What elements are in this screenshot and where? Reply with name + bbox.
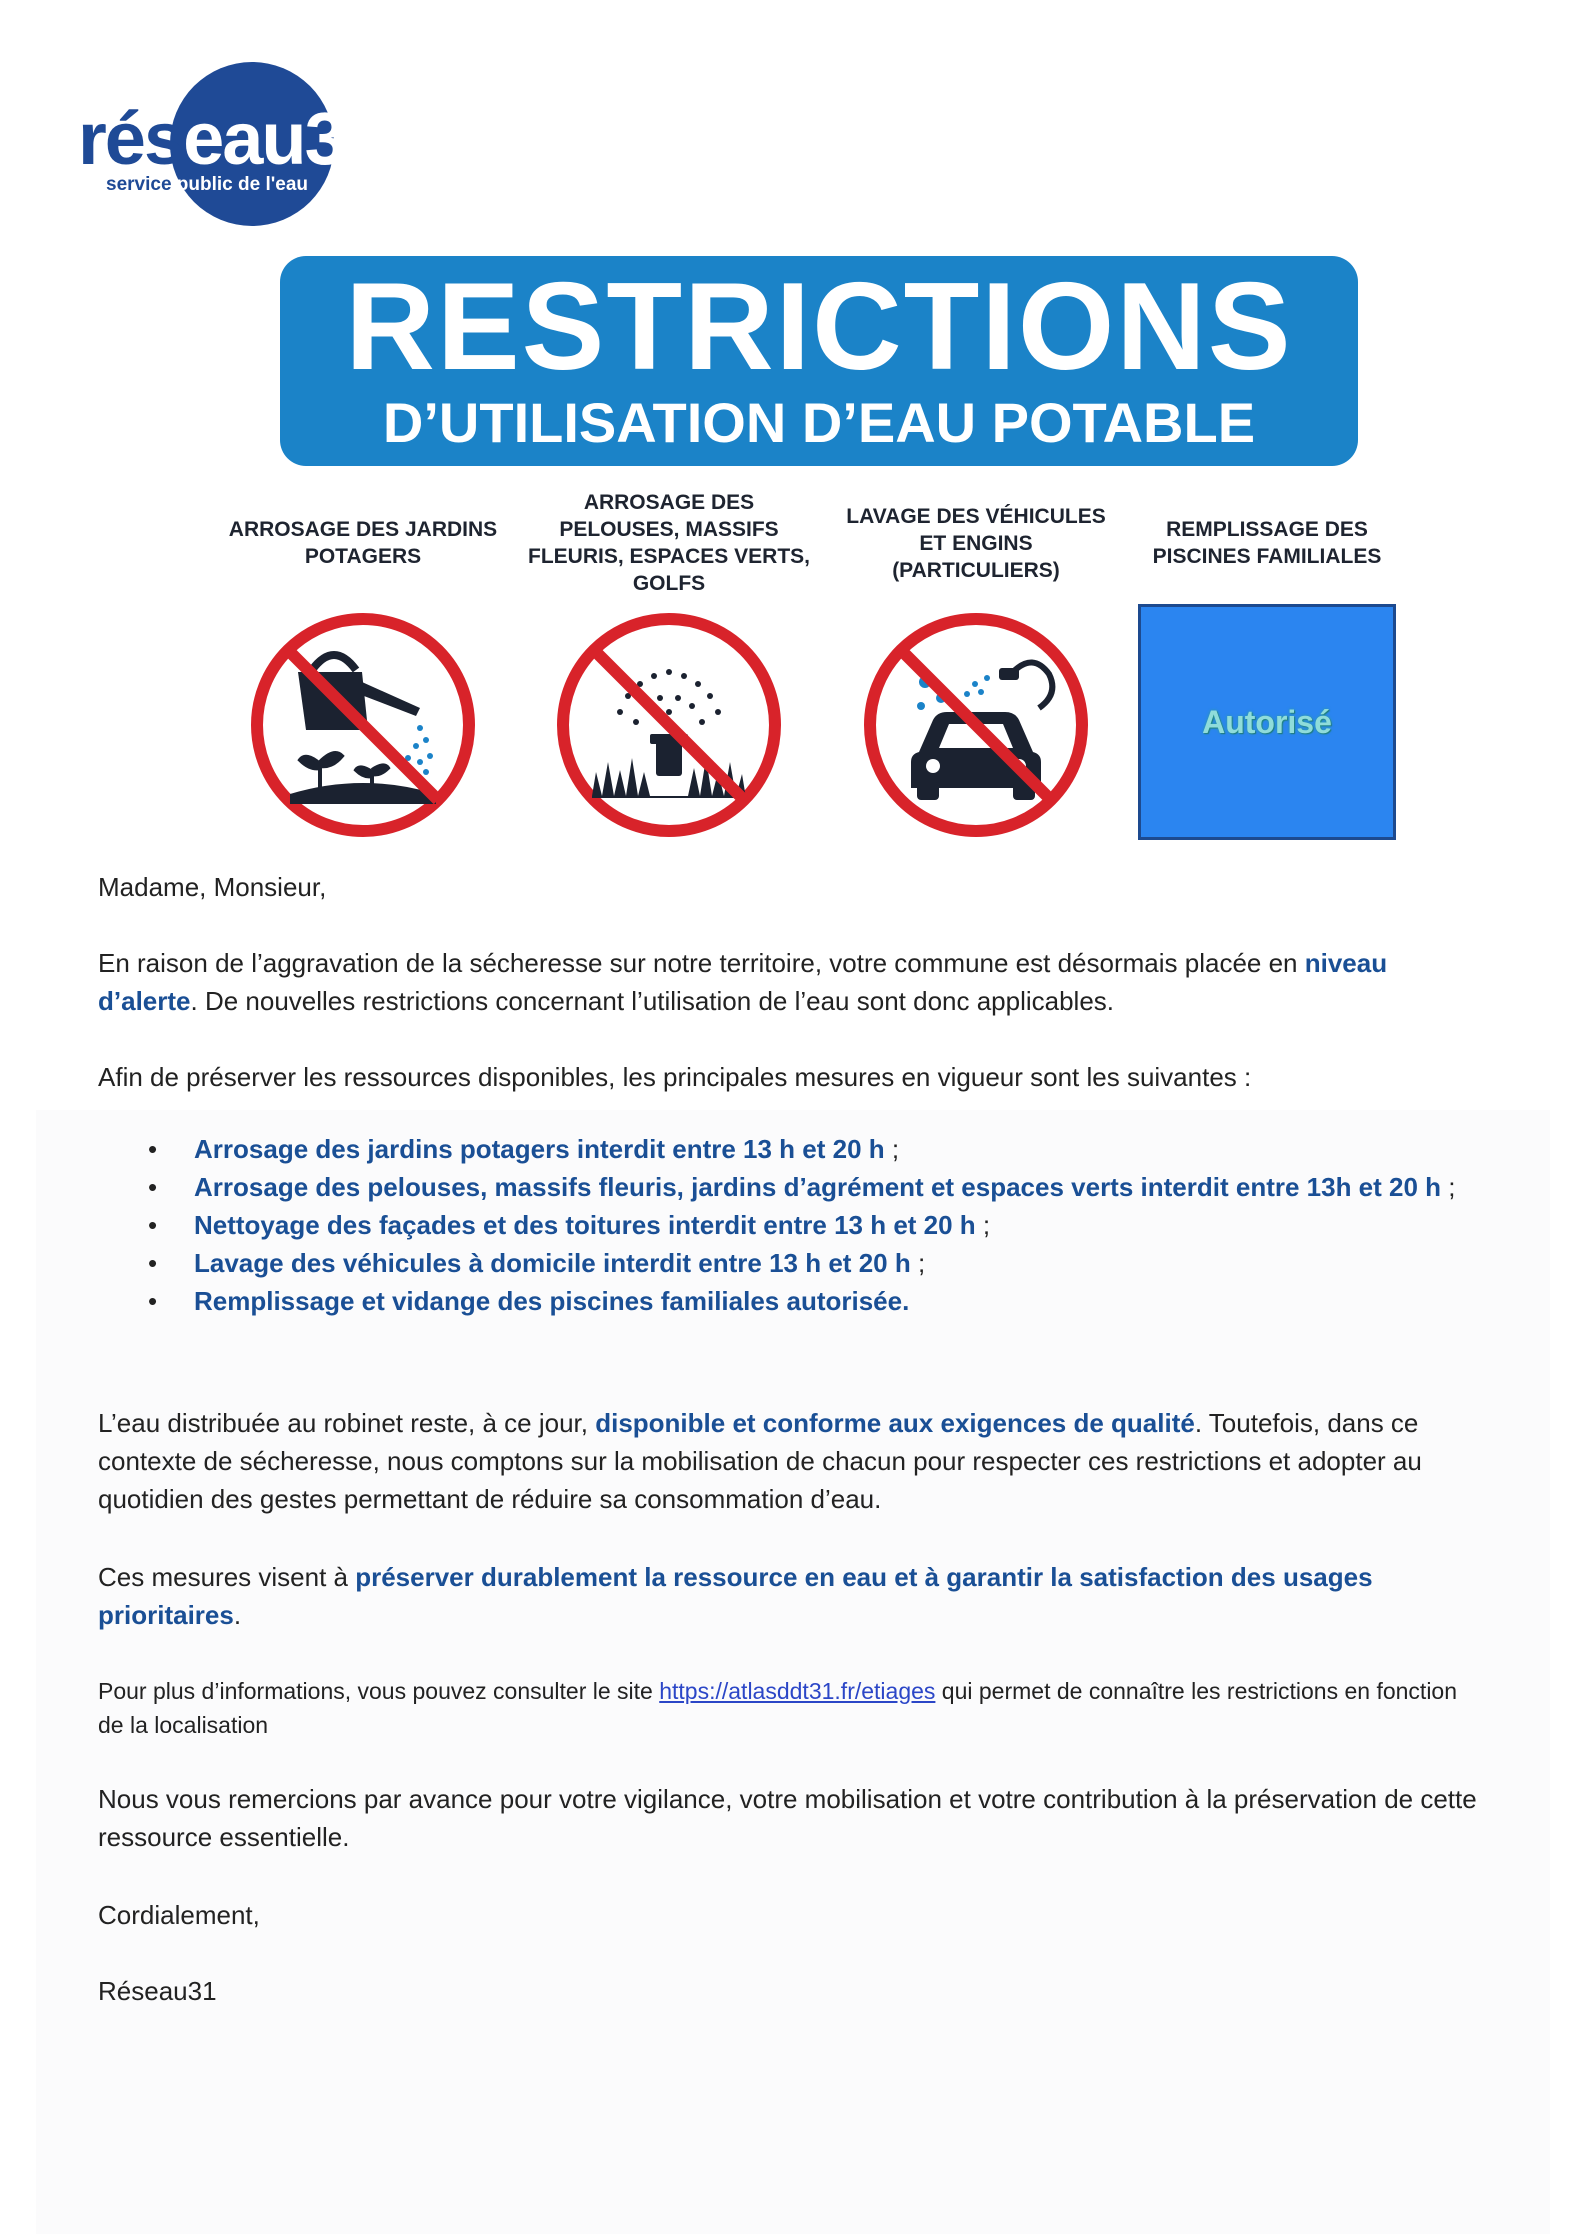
list-item bbox=[98, 1168, 1478, 1206]
bullet: • bbox=[148, 1286, 158, 1316]
paragraph-objectives-text-b: . bbox=[233, 1600, 242, 1630]
list-item bbox=[98, 1282, 1478, 1320]
restrictions-banner bbox=[280, 256, 1358, 466]
logo-word-part1: rés bbox=[78, 97, 184, 180]
list-item bbox=[98, 1130, 1478, 1168]
no-car-wash-icon bbox=[863, 612, 1089, 838]
objectives-highlight: préserver durablement la ressource en eau et à garantir la satisfaction des usages prioritaires bbox=[98, 1562, 1373, 1630]
quality-highlight: disponible et conforme aux exigences de qualité bbox=[595, 1408, 1195, 1438]
list-item bbox=[98, 1206, 1478, 1244]
pictogram-lawns-green-spaces bbox=[524, 491, 814, 838]
authorized-box bbox=[1138, 604, 1396, 840]
paragraph-thanks: Nous vous remercions par avance pour votre vigilance, votre mobilisation et votre contribution à la préservation de cette ressource essentielle. bbox=[98, 1784, 1477, 1852]
measure-tail: ; bbox=[884, 1134, 900, 1164]
paragraph-measures-intro: Afin de préserver les ressources disponibles, les principales mesures en vigueur sont les suivantes : bbox=[98, 1062, 1252, 1092]
measure-text: Arrosage des pelouses, massifs fleuris, jardins d’agrément et espaces verts interdit entre 13h et 20 h bbox=[194, 1172, 1442, 1202]
no-watering-can-icon bbox=[250, 612, 476, 838]
greeting: Madame, Monsieur, bbox=[98, 872, 327, 902]
measure-text: Remplissage et vidange des piscines familiales autorisée. bbox=[194, 1286, 910, 1316]
bullet: • bbox=[148, 1172, 158, 1202]
closing: Cordialement, bbox=[98, 1900, 260, 1930]
more-info-text-a: Pour plus d’informations, vous pouvez consulter le site bbox=[98, 1678, 660, 1704]
reseau31-logo bbox=[78, 62, 383, 232]
bullet: • bbox=[148, 1134, 158, 1164]
paragraph-quality-text-b: . Toutefois, dans ce contexte de sécheresse, nous comptons sur la mobilisation de chacun pour respecter ces restrictions et adopter au quotidien des gestes permettant de réduire sa consommation d’eau. bbox=[98, 1408, 1422, 1514]
pictogram-family-pools bbox=[1132, 498, 1402, 840]
pictogram-label: ARROSAGE DES PELOUSES, MASSIFS FLEURIS, ESPACES VERTS, GOLFS bbox=[528, 491, 810, 595]
bullet: • bbox=[148, 1210, 158, 1240]
banner-subtitle: D’UTILISATION D’EAU POTABLE bbox=[382, 391, 1256, 454]
paragraph-quality-text-a: L’eau distribuée au robinet reste, à ce jour, bbox=[98, 1408, 596, 1438]
pictogram-label: REMPLISSAGE DES PISCINES FAMILIALES bbox=[1152, 518, 1382, 568]
paragraph-alert-text-a: En raison de l’aggravation de la sécheresse sur notre territoire, votre commune est désormais placée en bbox=[98, 948, 1305, 978]
measure-tail: ; bbox=[910, 1248, 926, 1278]
pictogram-vehicle-washing bbox=[840, 498, 1112, 838]
measure-tail: ; bbox=[975, 1210, 991, 1240]
pictogram-label: LAVAGE DES VÉHICULES ET ENGINS (PARTICULIERS) bbox=[846, 504, 1106, 582]
logo-tagline bbox=[106, 174, 308, 196]
pictogram-label: ARROSAGE DES JARDINS POTAGERS bbox=[228, 518, 498, 568]
paragraph-water-quality bbox=[98, 1404, 1478, 1518]
measure-text: Lavage des véhicules à domicile interdit entre 13 h et 20 h bbox=[194, 1248, 911, 1278]
paragraph-alert-text-b: . De nouvelles restrictions concernant l’utilisation de l’eau sont donc applicables. bbox=[190, 986, 1115, 1016]
logo-tagline-part2: public de l'eau bbox=[176, 174, 309, 195]
more-info-text-b: qui permet de connaître les restrictions en fonction de la localisation bbox=[98, 1678, 1458, 1738]
banner-title: RESTRICTIONS bbox=[345, 258, 1293, 396]
list-item bbox=[98, 1244, 1478, 1282]
alert-level-highlight: niveau d’alerte bbox=[98, 948, 1388, 1016]
bullet: • bbox=[148, 1248, 158, 1278]
authorized-label: Autorisé bbox=[1202, 703, 1332, 740]
measure-text: Nettoyage des façades et des toitures interdit entre 13 h et 20 h bbox=[194, 1210, 976, 1240]
signature: Réseau31 bbox=[98, 1976, 217, 2006]
measures-list bbox=[98, 1130, 1478, 1320]
no-sprinkler-icon bbox=[556, 612, 782, 838]
logo-wordmark bbox=[78, 97, 383, 180]
paragraph-alert bbox=[98, 944, 1478, 1020]
atlas-ddt-link[interactable]: https://atlasddt31.fr/etiages bbox=[659, 1678, 936, 1704]
paragraph-objectives bbox=[98, 1558, 1478, 1634]
pictogram-vegetable-gardens bbox=[228, 498, 498, 838]
paragraph-more-info bbox=[98, 1674, 1478, 1742]
measure-tail: ; bbox=[1441, 1172, 1456, 1202]
paragraph-objectives-text-a: Ces mesures visent à bbox=[98, 1562, 356, 1592]
logo-word-part2: eau31 bbox=[183, 97, 383, 180]
logo-tagline-part1: service bbox=[106, 174, 172, 195]
measure-text: Arrosage des jardins potagers interdit entre 13 h et 20 h bbox=[194, 1134, 885, 1164]
